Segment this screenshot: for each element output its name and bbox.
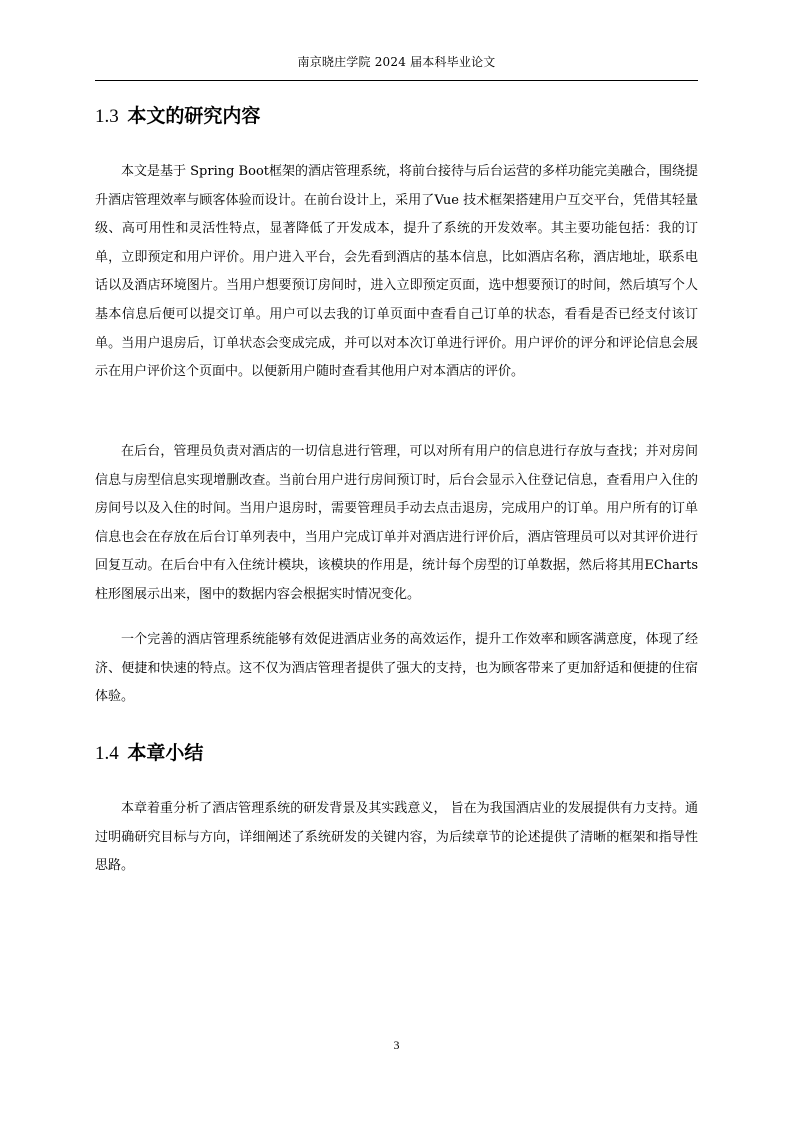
body-paragraph: 一个完善的酒店管理系统能够有效促进酒店业务的高效运作，提升工作效率和顾客满意度，体现了经济、便捷和快速的特点。这不仅为酒店管理者提供了强大的支持，也为顾客带来了更加舒适和便捷的住宿体验。 [95, 632, 698, 705]
body-paragraph: 在后台，管理员负责对酒店的一切信息进行管理，可以对所有用户的信息进行存放与查找；并对房间信息与房型信息实现增删改查。当前台用户进行房间预订时，后台会显示入住登记信息，查看用户入住的房间号以及入住的时间。当用户退房时，需要管理员手动去点击退房，完成用户的订单。用户所有的订单信息也会在存放在后台订单列表中，当用户完成订单并对酒店进行评价后，酒店管理员可以对其评价进行回复互动。在后台中有入住统计模块，该模块的作用是，统计每个房型的订单数据，然后将其用ECharts 柱形图展示出来，图中的数据内容会根据实时情况变化。 [95, 444, 698, 602]
body-paragraph: 本章着重分析了酒店管理系统的研发背景及其实践意义， 旨在为我国酒店业的发展提供有力支持。通过明确研究目标与方向，详细阐述了系统研发的关键内容，为后续章节的论述提供了清晰的框架和指导性思路。 [95, 801, 698, 874]
header-divider [95, 80, 698, 81]
section-number: 1.3 [95, 106, 119, 127]
section-heading-1-4 [95, 740, 203, 767]
body-paragraph: 本文是基于 Spring Boot框架的酒店管理系统，将前台接待与后台运营的多样功能完美融合，围绕提升酒店管理效率与顾客体验而设计。在前台设计上，采用了Vue 技术框架搭建用户互交平台，凭借其轻量级、高可用性和灵活性特点，显著降低了开发成本，提升了系统的开发效率。其主要功能包括：我的订单，立即预定和用户评价。用户进入平台，会先看到酒店的基本信息，比如酒店名称，酒店地址，联系电话以及酒店环境图片。当用户想要预订房间时，进入立即预定页面，选中想要预订的时间，然后填写个人基本信息后便可以提交订单。用户可以去我的订单页面中查看自己订单的状态，看看是否已经支付该订单。当用户退房后，订单状态会变成完成，并可以对本次订单进行评价。用户评价的评分和评论信息会展示在用户评价这个页面中。以便新用户随时查看其他用户对本酒店的评价。 [95, 164, 698, 380]
section-number: 1.4 [95, 743, 119, 764]
page-number: 3 [393, 1038, 400, 1052]
section-title: 本文的研究内容 [127, 105, 261, 127]
page-header: 南京晓庄学院 2024 届本科毕业论文 [297, 55, 496, 69]
section-heading-1-3 [95, 103, 260, 130]
section-title: 本章小结 [127, 742, 204, 764]
